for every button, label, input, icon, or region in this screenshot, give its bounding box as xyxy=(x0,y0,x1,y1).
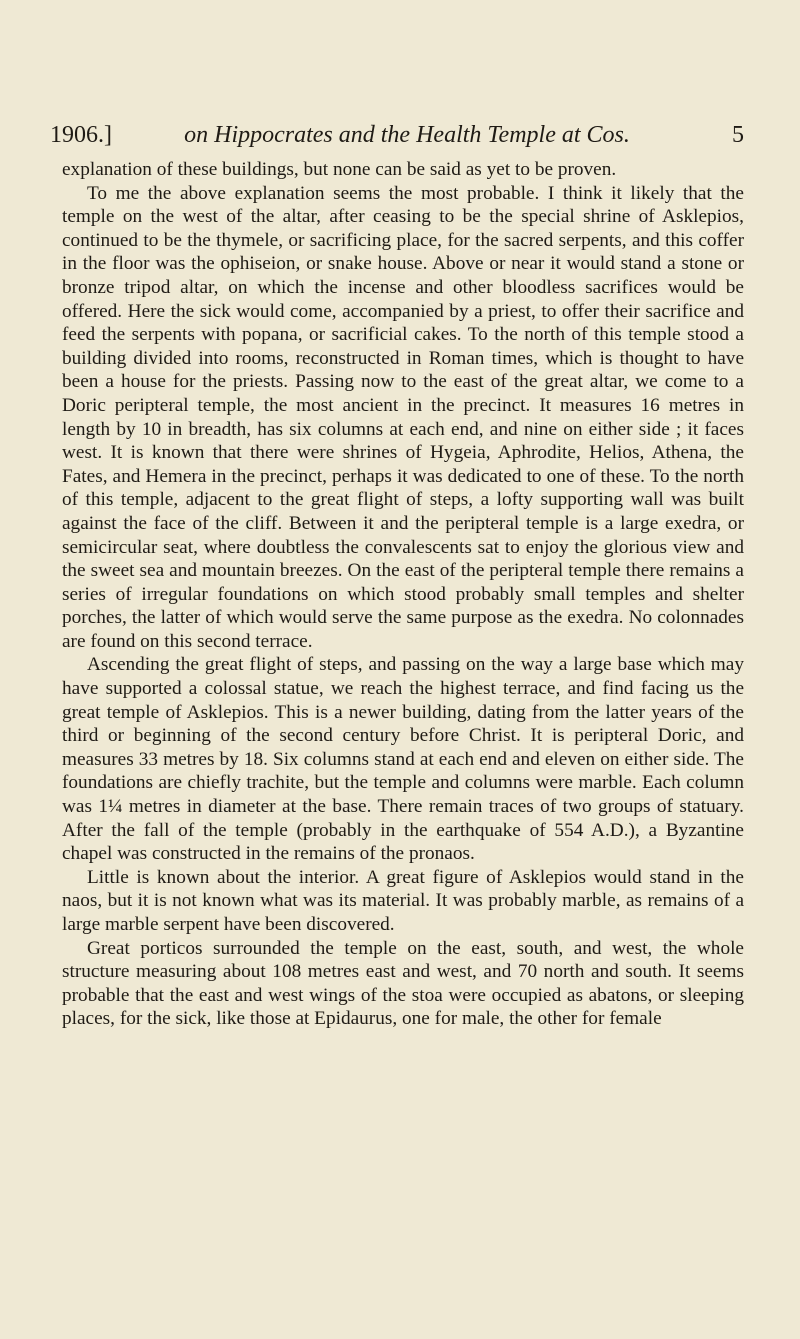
paragraph-continued: explanation of these buildings, but none can be said as yet to be proven. xyxy=(62,159,617,180)
running-header xyxy=(50,120,744,150)
header-year: 1906.] xyxy=(50,122,112,148)
page-number: 5 xyxy=(731,122,744,148)
paragraph-great-temple: Ascending the great flight of steps, and passing on the way a large base which may have supported a colossal statue, we reach the highest terrace, and find facing us the great temple of Asklepios. This is a newer building, dating from the latter years of the third or beginning of the second century before Christ. It is peripteral Doric, and measures 33 metres by 18. Six columns stand at each end and eleven on either side. The foundations are chiefly trachite, but the temple and columns were marble. Each column was 1¼ metres in diameter at the base. There remain traces of two groups of statuary. After the fall of the temple (probably in the earthquake of 554 A.D.), a Byzantine chapel was constructed in the remains of the pronaos. xyxy=(62,654,744,865)
paragraph-explanation: To me the above explanation seems the most probable. I think it likely that the temple on the west of the altar, after ceasing to be the special shrine of Asklepios, continued to be the thymele, or sacrificing place, for the sacred serpents, and this coffer in the floor was the ophiseion, or snake house. Above or near it would stand a stone or bronze tripod altar, on which the incense and other bloodless sacrifices would be offered. Here the sick would come, accompanied by a priest, to offer their sacrifice and feed the serpents with popana, or sacrificial cakes. To the north of this temple stood a building divided into rooms, reconstructed in Roman times, which is thought to have been a house for the priests. Passing now to the east of the great altar, we come to a Doric peripteral temple, the most ancient in the precinct. It measures 16 metres in length by 10 in breadth, has six columns at each end, and nine on either side ; it faces west. It is known that there were shrines of Hygeia, Aphrodite, Helios, Athena, the Fates, and Hemera in the precinct, perhaps it was dedicated to one of these. To the north of this temple, adjacent to the great flight of steps, a lofty supporting wall was built against the face of the cliff. Between it and the peripteral temple is a large exedra, or semicircular seat, where doubtless the convalescents sat to enjoy the glorious view and the sweet sea and mountain breezes. On the east of the peripteral temple there remains a series of irregular foundations on which stood probably small temples and shelter porches, the latter of which would serve the same purpose as the exedra. No colonnades are found on this second terrace. xyxy=(62,182,744,652)
paragraph-porticos: Great porticos surrounded the temple on the east, south, and west, the whole structure measuring about 108 metres east and west, and 70 north and south. It seems probable that the east and west wings of the stoa were occupied as abatons, or sleeping places, for the sick, like those at Epidaurus, one for male, the other for female xyxy=(62,937,744,1030)
paragraph-interior: Little is known about the interior. A great figure of Asklepios would stand in the naos, but it is not known what was its material. It was probably marble, as remains of a large marble serpent have been discovered. xyxy=(62,866,744,935)
body-text xyxy=(62,158,744,1031)
header-title: on Hippocrates and the Health Temple at Cos. xyxy=(184,122,630,148)
